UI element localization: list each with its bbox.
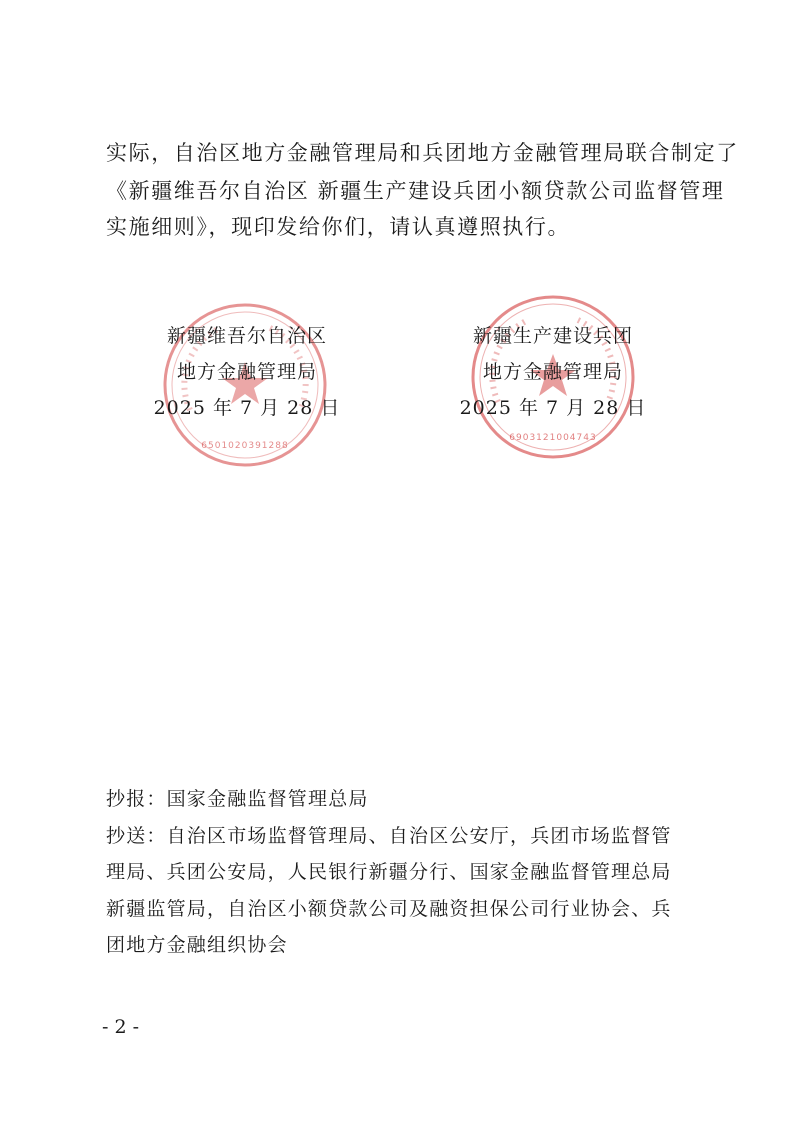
- right-signature-block: [438, 318, 668, 426]
- left-org-line2: 地方金融管理局: [176, 361, 317, 383]
- page-number: - 2 -: [102, 1016, 140, 1038]
- left-org-line1: 新疆维吾尔自治区: [166, 325, 327, 347]
- copy-to-line-4: 团地方金融组织协会: [106, 934, 288, 956]
- copy-to-line-3: 新疆监管局，自治区小额贷款公司及融资担保公司行业协会、兵: [106, 898, 672, 920]
- body-line-3: 实施细则》，现印发给你们，请认真遵照执行。: [106, 215, 571, 239]
- right-seal-code: 6903121004743: [509, 433, 597, 443]
- body-line-1: 实际，自治区地方金融管理局和兵团地方金融管理局联合制定了: [106, 141, 739, 165]
- right-date: 2025 年 7 月 28 日: [459, 397, 647, 419]
- left-signature-block: [132, 318, 362, 426]
- copy-to-line-2: 理局、兵团公安局，人民银行新疆分行、国家金融监督管理总局: [106, 861, 672, 883]
- right-org-line2: 地方金融管理局: [482, 361, 623, 383]
- right-org-line1: 新疆生产建设兵团: [472, 325, 633, 347]
- left-date: 2025 年 7 月 28 日: [153, 397, 341, 419]
- report-to-line: 抄报：国家金融监督管理总局: [106, 788, 369, 810]
- left-seal-code: 6501020391288: [201, 441, 289, 451]
- body-line-2: 《新疆维吾尔自治区 新疆生产建设兵团小额贷款公司监督管理: [106, 179, 725, 203]
- copy-to-line-1: 抄送：自治区市场监督管理局、自治区公安厅，兵团市场监督管: [106, 825, 672, 847]
